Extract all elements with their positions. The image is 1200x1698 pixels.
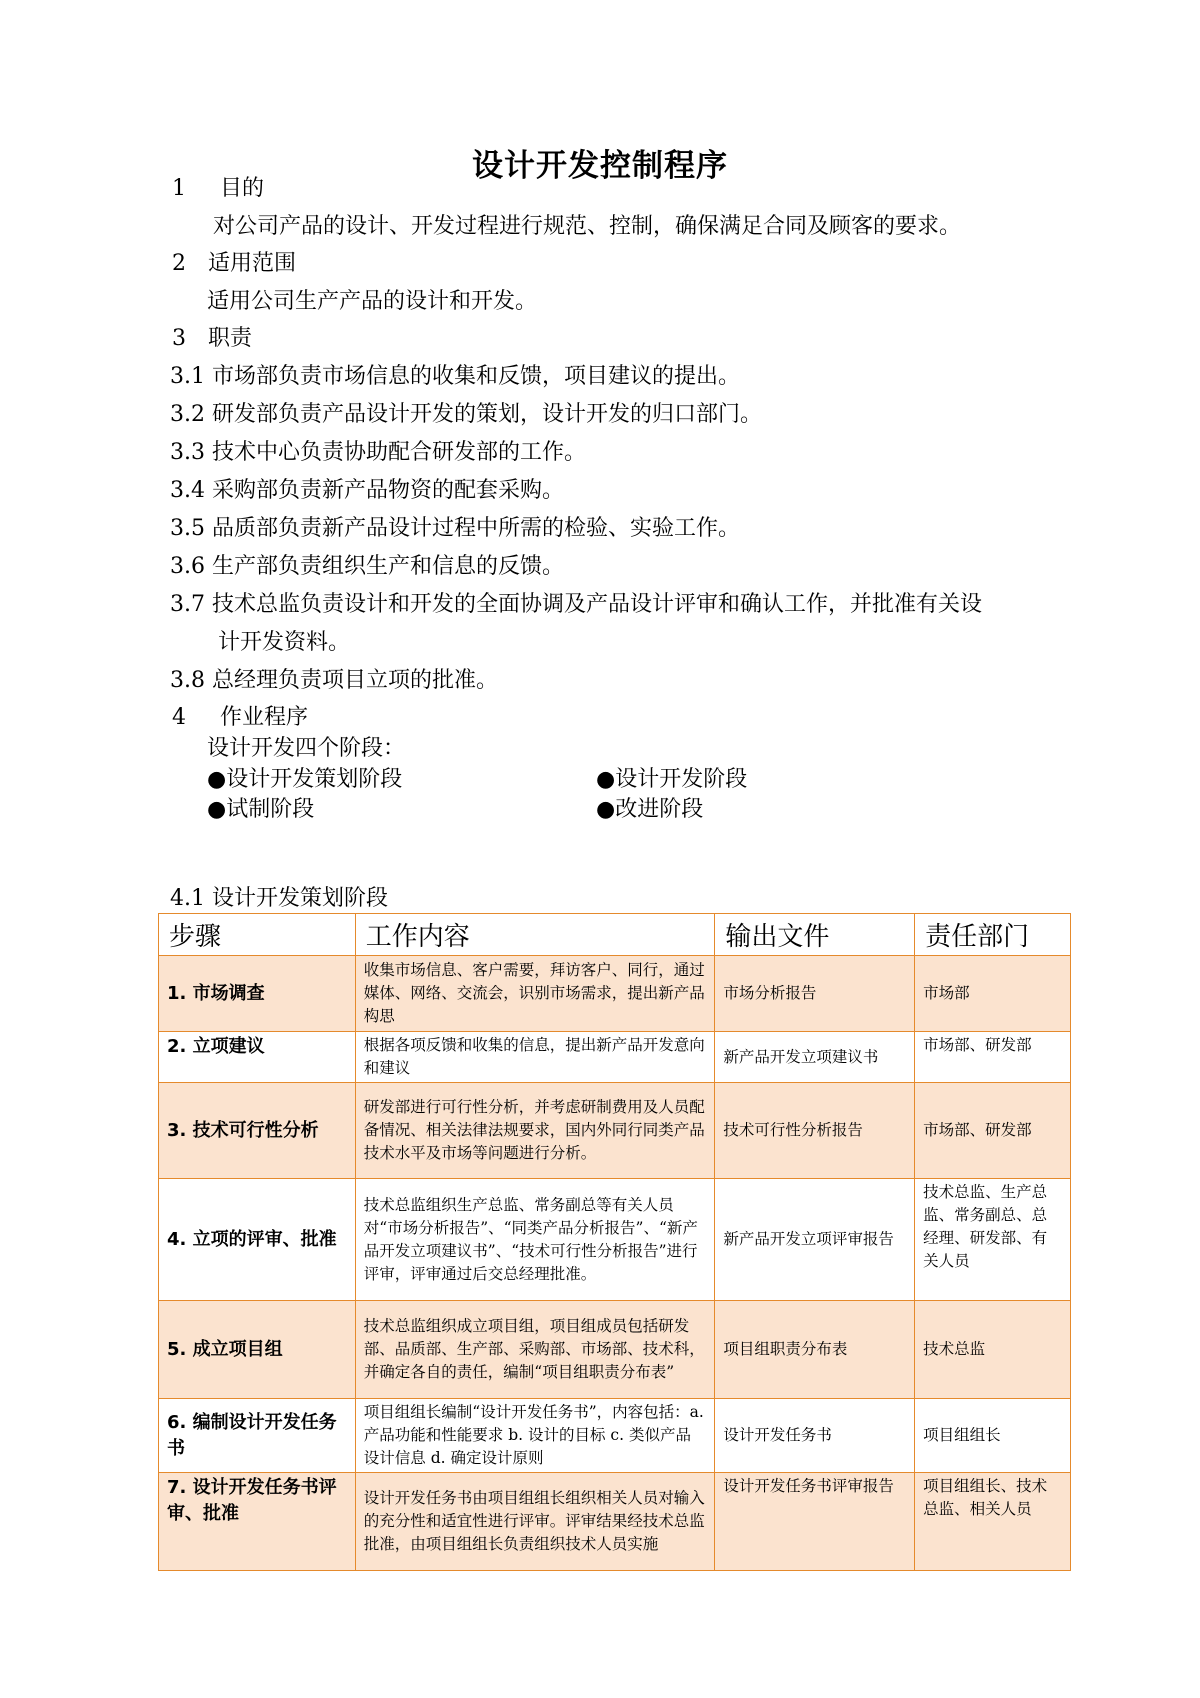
table-row: [159, 1399, 1071, 1473]
stage-item: ●设计开发阶段: [596, 767, 748, 792]
content-cell: 研发部进行可行性分析，并考虑研制费用及人员配备情况、相关法律法规要求，国内外同行同类产品技术水平及市场等问题进行分析。: [355, 1083, 715, 1179]
output-cell: 设计开发任务书: [715, 1399, 915, 1473]
section-1-text: 对公司产品的设计、开发过程进行规范、控制，确保满足合同及顾客的要求。: [213, 214, 962, 239]
content-cell: 项目组组长编制“设计开发任务书”，内容包括：a. 产品功能和性能要求 b. 设计的目标 c. 类似产品设计信息 d. 确定设计原则: [355, 1399, 715, 1473]
step-cell: 7. 设计开发任务书评审、批准: [159, 1473, 356, 1571]
stage-item: ●改进阶段: [596, 797, 704, 822]
step-cell: 6. 编制设计开发任务书: [159, 1399, 356, 1473]
section-3-heading: 3 职责: [172, 326, 253, 351]
stage-item: ●设计开发策划阶段: [207, 767, 403, 792]
section-2-text: 适用公司生产产品的设计和开发。: [207, 289, 538, 314]
duty-item-continued: 计开发资料。: [218, 630, 351, 655]
duty-item: 3.7 技术总监负责设计和开发的全面协调及产品设计评审和确认工作，并批准有关设: [170, 592, 982, 617]
section-1-heading: 1 目的: [172, 176, 265, 201]
dept-cell: 项目组组长: [915, 1399, 1071, 1473]
output-cell: 设计开发任务书评审报告: [715, 1473, 915, 1571]
document-title: 设计开发控制程序: [472, 148, 728, 184]
output-cell: 市场分析报告: [715, 956, 915, 1032]
step-cell: 5. 成立项目组: [159, 1301, 356, 1399]
dept-cell: 技术总监、生产总监、常务副总、总经理、研发部、有关人员: [915, 1179, 1071, 1301]
content-cell: 收集市场信息、客户需要，拜访客户、同行，通过媒体、网络、交流会，识别市场需求，提出新产品构思: [355, 956, 715, 1032]
output-cell: 新产品开发立项评审报告: [715, 1179, 915, 1301]
table-row: [159, 1179, 1071, 1301]
table-header-row: [159, 914, 1071, 956]
table-row: [159, 1473, 1071, 1571]
dept-cell: 项目组组长、技术总监、相关人员: [915, 1473, 1071, 1571]
table-row: [159, 1301, 1071, 1399]
duty-item: 3.5 品质部负责新产品设计过程中所需的检验、实验工作。: [170, 516, 740, 541]
step-cell: 2. 立项建议: [159, 1032, 356, 1083]
duty-item: 3.6 生产部负责组织生产和信息的反馈。: [170, 554, 564, 579]
subsection-4-1-heading: 4.1 设计开发策划阶段: [170, 886, 388, 911]
dept-cell: 市场部: [915, 956, 1071, 1032]
column-header: 工作内容: [355, 914, 715, 956]
section-4-intro: 设计开发四个阶段：: [207, 736, 406, 761]
column-header: 责任部门: [915, 914, 1071, 956]
table-row: [159, 1083, 1071, 1179]
duty-item: 3.8 总经理负责项目立项的批准。: [170, 668, 498, 693]
dept-cell: 市场部、研发部: [915, 1032, 1071, 1083]
column-header: 步骤: [159, 914, 356, 956]
table-row: [159, 1032, 1071, 1083]
output-cell: 新产品开发立项建议书: [715, 1032, 915, 1083]
content-cell: 技术总监组织生产总监、常务副总等有关人员对“市场分析报告”、“同类产品分析报告”、“新产品开发立项建议书”、“技术可行性分析报告”进行评审，评审通过后交总经理批准。: [355, 1179, 715, 1301]
step-cell: 1. 市场调查: [159, 956, 356, 1032]
dept-cell: 市场部、研发部: [915, 1083, 1071, 1179]
output-cell: 技术可行性分析报告: [715, 1083, 915, 1179]
planning-stage-table: [158, 913, 1071, 1571]
column-header: 输出文件: [715, 914, 915, 956]
section-2-heading: 2 适用范围: [172, 251, 297, 276]
content-cell: 技术总监组织成立项目组，项目组成员包括研发部、品质部、生产部、采购部、市场部、技术科，并确定各自的责任，编制“项目组职责分布表”: [355, 1301, 715, 1399]
content-cell: 根据各项反馈和收集的信息，提出新产品开发意向和建议: [355, 1032, 715, 1083]
stage-item: ●试制阶段: [207, 797, 315, 822]
content-cell: 设计开发任务书由项目组组长组织相关人员对输入的充分性和适宜性进行评审。评审结果经技术总监批准，由项目组组长负责组织技术人员实施: [355, 1473, 715, 1571]
duty-item: 3.1 市场部负责市场信息的收集和反馈，项目建议的提出。: [170, 364, 740, 389]
section-4-heading: 4 作业程序: [172, 705, 309, 730]
duty-item: 3.3 技术中心负责协助配合研发部的工作。: [170, 440, 586, 465]
duty-item: 3.2 研发部负责产品设计开发的策划，设计开发的归口部门。: [170, 402, 762, 427]
dept-cell: 技术总监: [915, 1301, 1071, 1399]
output-cell: 项目组职责分布表: [715, 1301, 915, 1399]
step-cell: 3. 技术可行性分析: [159, 1083, 356, 1179]
step-cell: 4. 立项的评审、批准: [159, 1179, 356, 1301]
duty-item: 3.4 采购部负责新产品物资的配套采购。: [170, 478, 564, 503]
table-row: [159, 956, 1071, 1032]
